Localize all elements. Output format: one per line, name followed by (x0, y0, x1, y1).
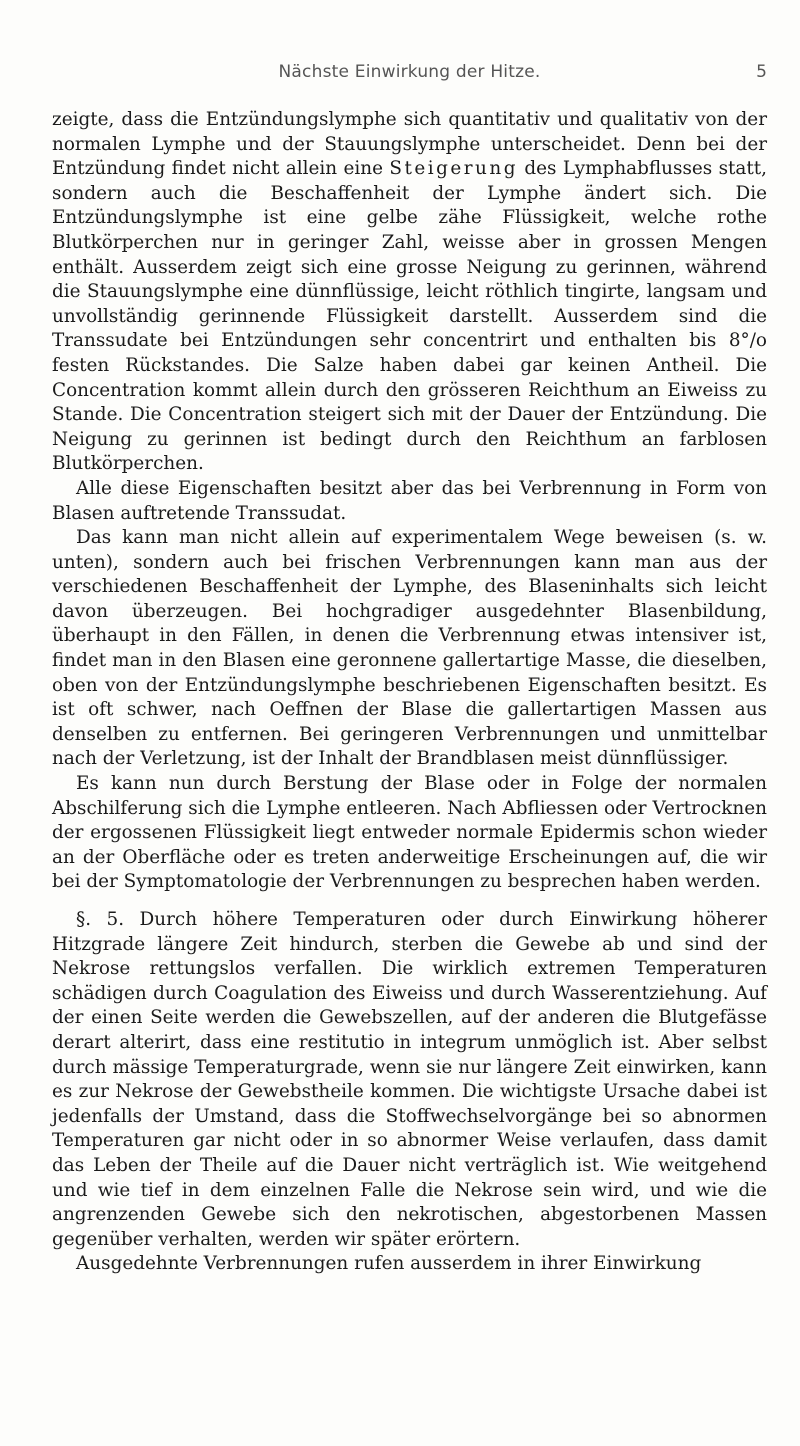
paragraph (52, 772, 767, 895)
body-text (52, 108, 767, 1277)
running-header (52, 62, 767, 92)
paragraph-text: §. 5. Durch höhere Temperaturen oder durch Einwirkung höherer Hitzgrade längere Zeit hindurch, sterben die Gewebe ab und sind der Nekrose rettungslos verfallen. Die wirklich extremen Temperaturen schädigen durch Coagulation des Eiweiss und durch Wasserentziehung. Auf der einen Seite werden die Gewebszellen, auf der anderen die Blutgefässe derart alterirt, dass eine restitutio in integrum unmöglich ist. Aber selbst durch mässige Temperaturgrade, wenn sie nur längere Zeit einwirken, kann es zur Nekrose der Gewebstheile kommen. Die wichtigste Ursache dabei ist jedenfalls der Umstand, dass die Stoffwechselvorgänge bei so abnormen Temperaturen gar nicht oder in so abnormer Weise verlaufen, dass damit das Leben der Theile auf die Dauer nicht verträglich ist. Wie weitgehend und wie tief in dem einzelnen Falle die Nekrose sein wird, und wie die angrenzenden Gewebe sich den nekrotischen, abgestorbenen Massen gegenüber verhalten, werden wir später erörtern. (52, 909, 767, 1250)
running-title: Nächste Einwirkung der Hitze. (278, 62, 541, 82)
spaced-emphasis-text: Steigerung (389, 158, 519, 180)
page-number: 5 (756, 62, 767, 82)
paragraph-text: des Lymphabflusses statt, sondern auch die Beschaffenheit der Lymphe ändert sich. Die Entzündungslymphe ist eine gelbe zähe Flüssigkeit, welche rothe Blutkörperchen nur in geringer Zahl, weisse aber in grossen Mengen enthält. Ausserdem zeigt sich eine grosse Neigung zu gerinnen, während die Stauungslymphe eine dünnflüssige, leicht röthlich tingirte, langsam und unvollständig gerinnende Flüssigkeit darstellt. Ausserdem sind die Transsudate bei Entzündungen sehr concentrirt und enthalten bis 8°/o festen Rückstandes. Die Salze haben dabei gar keinen Antheil. Die Concentration kommt allein durch den grösseren Reichthum an Eiweiss zu Stande. Die Concentration steigert sich mit der Dauer der Entzündung. Die Neigung zu gerinnen ist bedingt durch den Reichthum an farblosen Blutkörperchen. (52, 158, 767, 475)
paragraph-text: Das kann man nicht allein auf experimentalem Wege beweisen (s. w. unten), sondern auch bei frischen Verbrennungen kann man aus der verschiedenen Beschaffenheit der Lymphe, des Blaseninhalts sich leicht davon überzeugen. Bei hochgradiger ausgedehnter Blasenbildung, überhaupt in den Fällen, in denen die Verbrennung etwas intensiver ist, findet man in den Blasen eine geronnene gallertartige Masse, die dieselben, oben von der Entzündungslymphe beschriebenen Eigenschaften besitzt. Es ist oft schwer, nach Oeffnen der Blase die gallertartigen Massen aus denselben zu entfernen. Bei geringeren Verbrennungen und unmittelbar nach der Verletzung, ist der Inhalt der Brandblasen meist dünnflüssiger. (52, 527, 767, 770)
paragraph (52, 477, 767, 526)
paragraph (52, 526, 767, 772)
section-paragraph (52, 908, 767, 1252)
paragraph-text: Alle diese Eigenschaften besitzt aber das bei Verbrennung in Form von Blasen auftretende Transsudat. (52, 477, 767, 524)
paragraph-text: zeigte, dass die Entzündungslymphe sich quantitativ und qualitativ von der normalen Lymphe und der Stauungslymphe unterscheidet. Denn bei der Entzündung findet nicht allein eine (52, 109, 767, 180)
paragraph-text: Ausgedehnte Verbrennungen rufen ausserdem in ihrer Einwirkung (76, 1253, 702, 1275)
paragraph (52, 108, 767, 477)
paragraph-text: Es kann nun durch Berstung der Blase oder in Folge der normalen Abschilferung sich die Lymphe entleeren. Nach Abfliessen oder Vertrocknen der ergossenen Flüssigkeit liegt entweder normale Epidermis schon wieder an der Oberfläche oder es treten anderweitige Erscheinungen auf, die wir bei der Symptomatologie der Verbrennungen zu besprechen haben werden. (52, 773, 767, 893)
paragraph (52, 1252, 767, 1277)
